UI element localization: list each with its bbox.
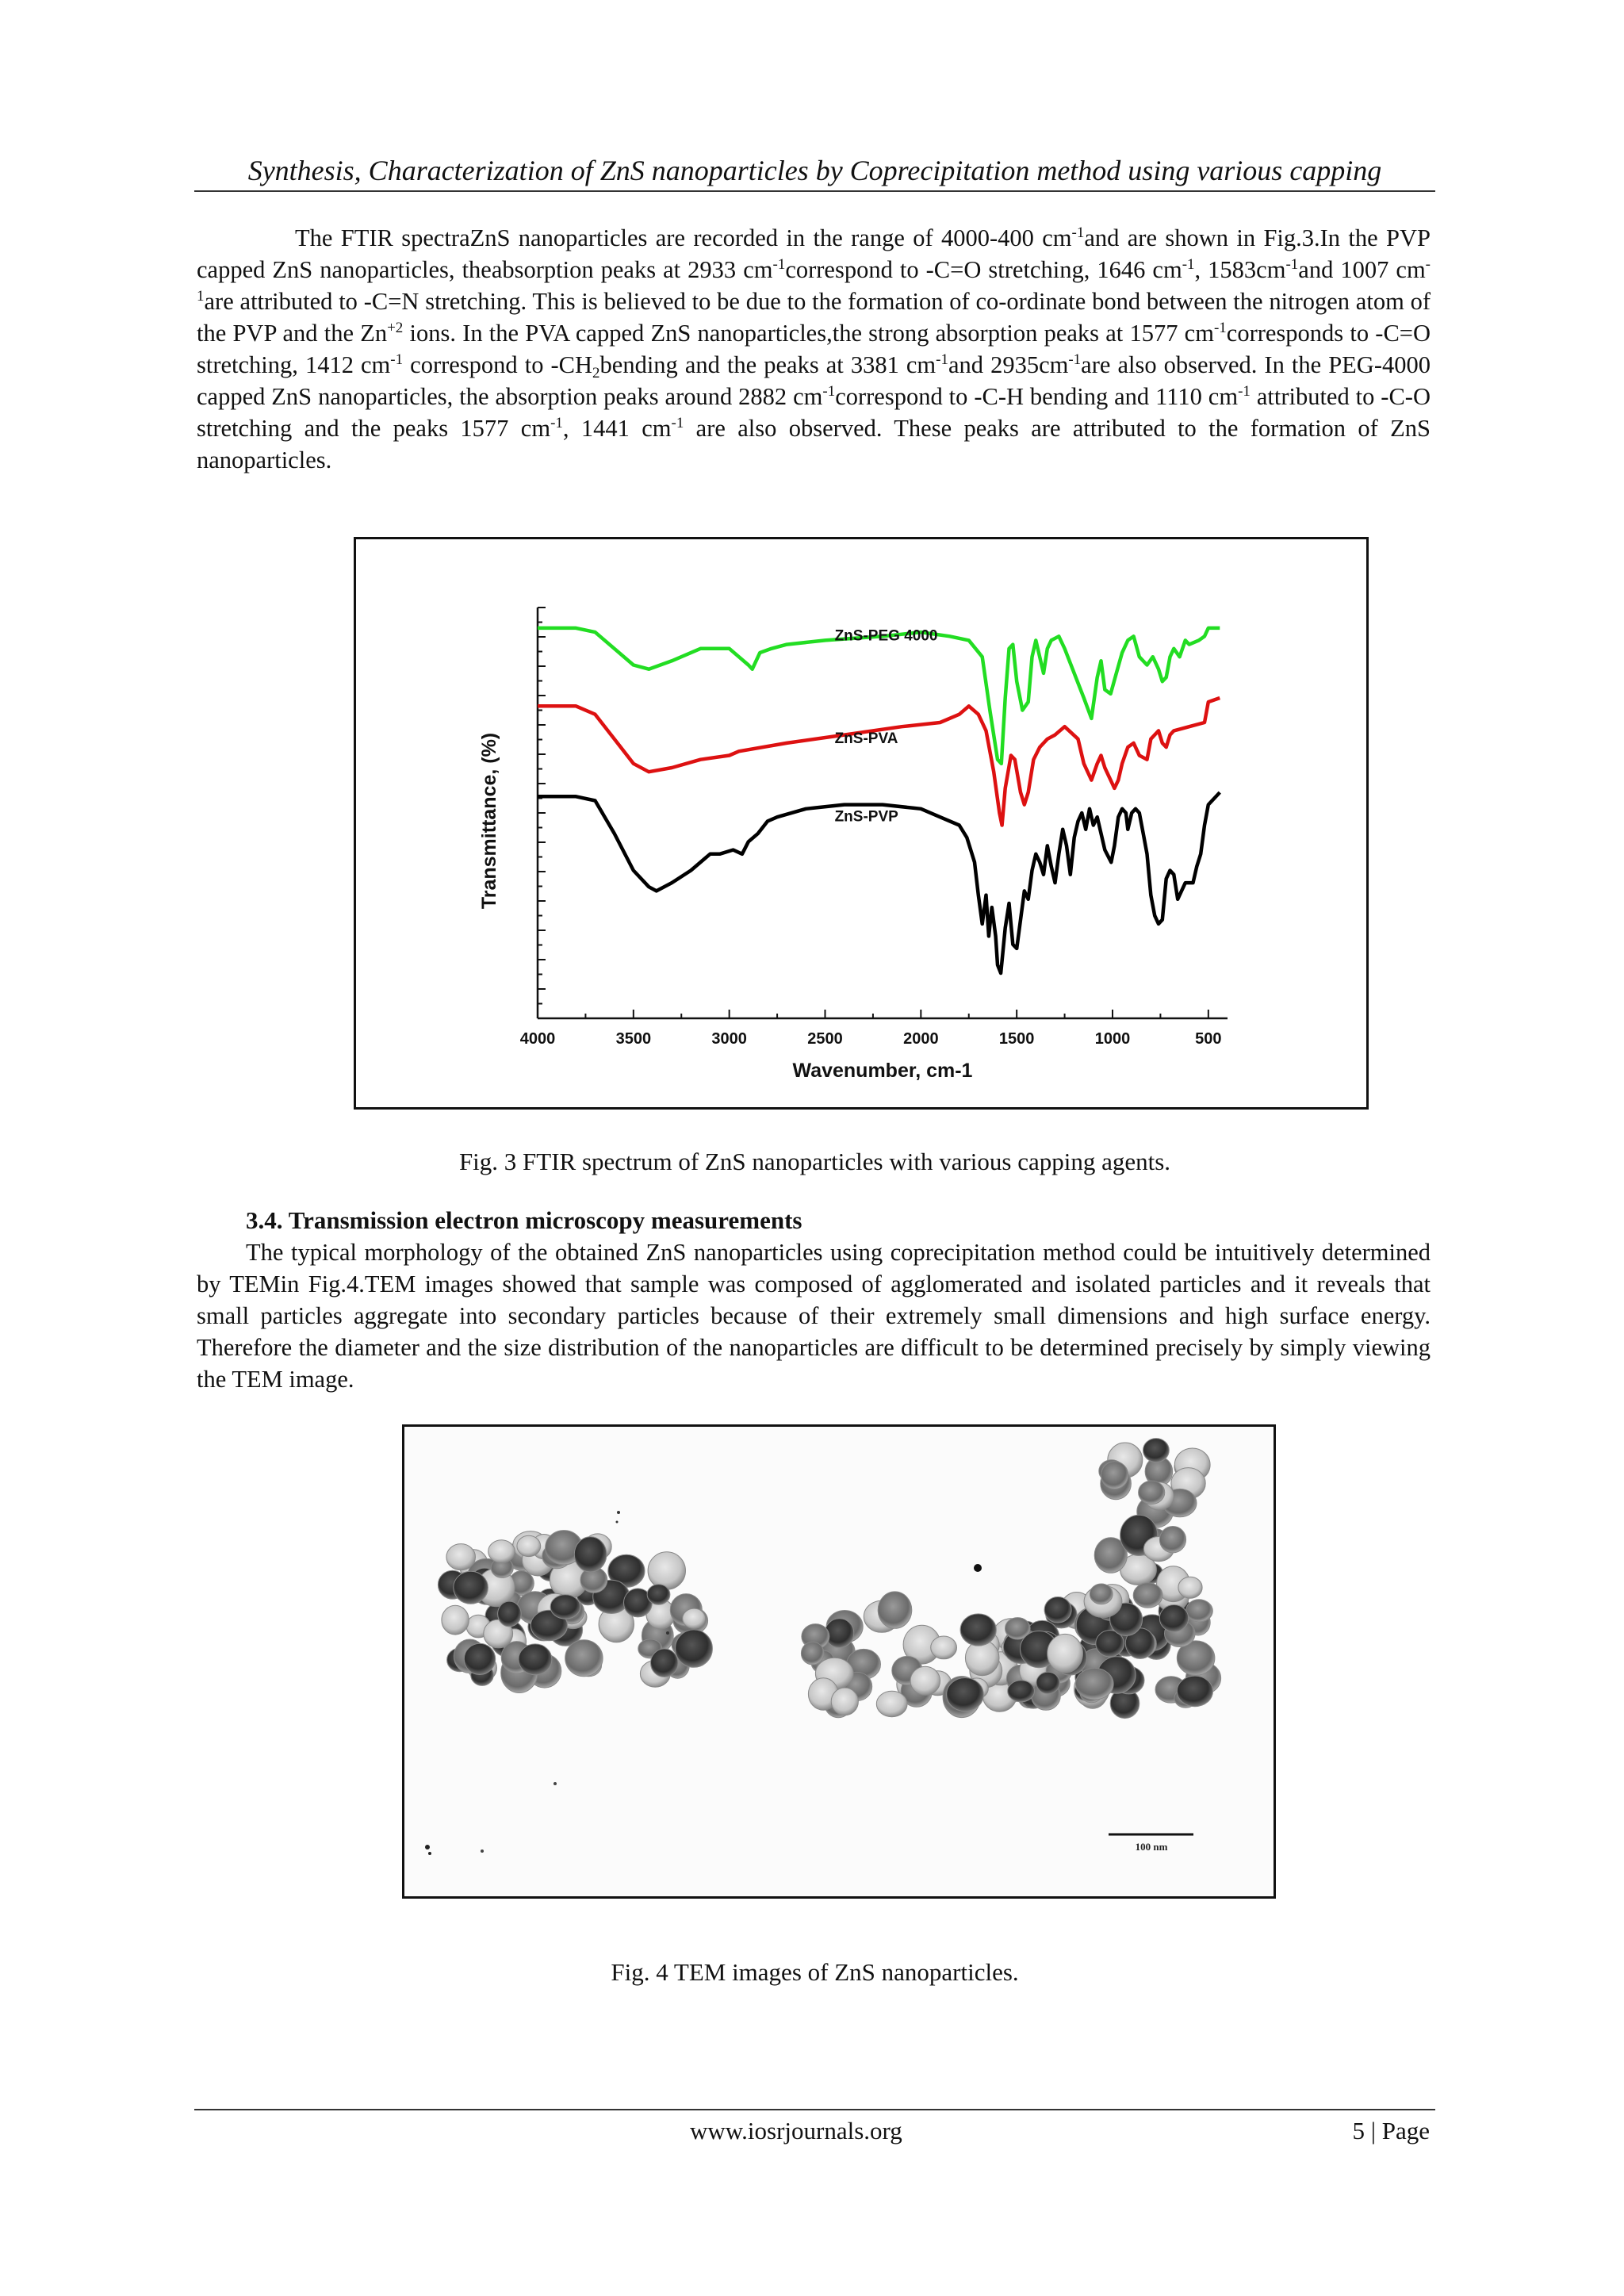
nanoparticle xyxy=(831,1688,858,1715)
nanoparticle xyxy=(1159,1605,1188,1632)
nanoparticle xyxy=(876,1691,907,1716)
footer-url: www.iosrjournals.org xyxy=(690,2117,902,2145)
tem-image xyxy=(404,1427,1274,1896)
header-rule xyxy=(194,190,1435,192)
x-tick-label: 1000 xyxy=(1094,1030,1131,1048)
section-heading: 3.4. Transmission electron microscopy measurements xyxy=(246,1206,802,1234)
nanoparticle xyxy=(910,1666,940,1695)
tem-paragraph: The typical morphology of the obtained ZnS nanoparticles using coprecipitation method could be intuitively determined by TEMin Fig.4.TEM images showed that sample was composed of agglomerated and isolated particles and it reveals that small particles aggregate into secondary particles because of their extremely small dimensions and high surface energy. Therefore the diameter and the size distribution of the nanoparticles are difficult to be determined precisely by simply viewing the TEM image. xyxy=(197,1239,1431,1393)
nanoparticle xyxy=(565,1640,603,1677)
nanoparticle xyxy=(1159,1527,1185,1553)
x-tick-label: 3000 xyxy=(711,1030,747,1048)
nanoparticle xyxy=(446,1544,476,1570)
nanoparticle xyxy=(676,1630,713,1667)
y-axis-title: Transmittance, (%) xyxy=(478,732,500,910)
nanoparticle xyxy=(1143,1439,1170,1462)
x-tick-label: 2500 xyxy=(807,1030,843,1048)
x-tick-label: 500 xyxy=(1195,1030,1222,1048)
figure-4-frame xyxy=(402,1424,1276,1899)
nanoparticle xyxy=(960,1614,996,1646)
footer-rule xyxy=(194,2109,1435,2110)
figure-4-caption: Fig. 4 TEM images of ZnS nanoparticles. xyxy=(611,1958,1019,1986)
nanoparticle xyxy=(574,1537,607,1572)
nanoparticle xyxy=(648,1552,685,1589)
nanoparticle xyxy=(647,1585,670,1605)
nanoparticle xyxy=(454,1571,488,1604)
nanoparticle xyxy=(442,1605,469,1635)
scale-bar-label: 100 nm xyxy=(1135,1841,1168,1853)
x-tick-label: 3500 xyxy=(615,1030,652,1048)
series-label: ZnS-PVA xyxy=(834,730,898,747)
nanoparticle xyxy=(651,1649,679,1677)
x-tick-label: 4000 xyxy=(519,1030,556,1048)
nanoparticle xyxy=(1044,1597,1071,1623)
nanoparticle xyxy=(1101,1462,1128,1489)
nanoparticle xyxy=(1008,1681,1035,1702)
nanoparticle xyxy=(878,1592,912,1628)
nanoparticle xyxy=(801,1642,824,1665)
nanoparticle xyxy=(517,1535,541,1556)
nanoparticle xyxy=(464,1643,495,1674)
series-label: ZnS-PEG 4000 xyxy=(834,627,938,645)
nanoparticle xyxy=(1139,1481,1165,1504)
x-tick-label: 2000 xyxy=(903,1030,939,1048)
nanoparticle xyxy=(1177,1676,1212,1707)
x-axis-title: Wavenumber, cm-1 xyxy=(792,1060,973,1082)
figure-3-frame xyxy=(354,537,1369,1110)
x-tick-label: 1500 xyxy=(998,1030,1035,1048)
nanoparticle xyxy=(488,1540,515,1563)
nanoparticle xyxy=(1133,1583,1162,1608)
running-title: Synthesis, Characterization of ZnS nanoparticles by Coprecipitation method using various capping xyxy=(247,155,1382,186)
nanoparticle xyxy=(1090,1584,1113,1604)
footer-page-number: 5 | Page xyxy=(1352,2117,1430,2145)
nanoparticle xyxy=(947,1678,984,1711)
ftir-paragraph: The FTIR spectraZnS nanoparticles are recorded in the range of 4000-400 $cm^{-1}and$ are shown in Fig.3.In the PVP capped ZnS nanoparticles, theabsorption peaks at 2933 $cm^{-1}correspond$ to -C=O stretching, 1646 $cm^{-1}$, $1583cm^{-1}and$ 1007 $cm^{-1}are$ attributed to -C=N stretching. This is believed to be due to the formation of co-ordinate bond between the nitrogen atom of the PVP and the $Zn^{+2}$ ions. In the PVA capped ZnS nanoparticles,the strong absorption peaks at 1577 $cm^{-1}corresponds$ to -C=O stretching, 1412 $cm^{-1}$ correspond to $-CH_2bending$ and the peaks at 3381 $cm^{-1}and$ $2935cm^{-1}are$ also observed. In the PEG-4000 capped ZnS nanoparticles, the absorption peaks around 2882 $cm^{-1}correspond$ to -C-H bending and 1110 $cm^{-1}$ attributed to -C-O stretching and the peaks 1577 $cm^{-1}$, 1441 $cm^{-1}$ are also observed. These peaks are attributed to the formation of ZnS nanoparticles. xyxy=(197,224,1431,473)
nanoparticle xyxy=(1048,1634,1083,1673)
ftir-chart xyxy=(356,539,1366,1107)
nanoparticle xyxy=(683,1608,706,1628)
nanoparticle xyxy=(931,1636,957,1659)
nanoparticle xyxy=(1076,1668,1114,1700)
series-label: ZnS-PVP xyxy=(834,808,898,826)
nanoparticle xyxy=(1036,1672,1059,1693)
nanoparticle xyxy=(1186,1600,1212,1622)
nanoparticle xyxy=(498,1601,522,1627)
figure-3-caption: Fig. 3 FTIR spectrum of ZnS nanoparticles with various capping agents. xyxy=(458,1148,1171,1175)
nanoparticle xyxy=(1178,1577,1202,1598)
nanoparticle xyxy=(550,1595,580,1619)
nanoparticle xyxy=(519,1644,552,1675)
